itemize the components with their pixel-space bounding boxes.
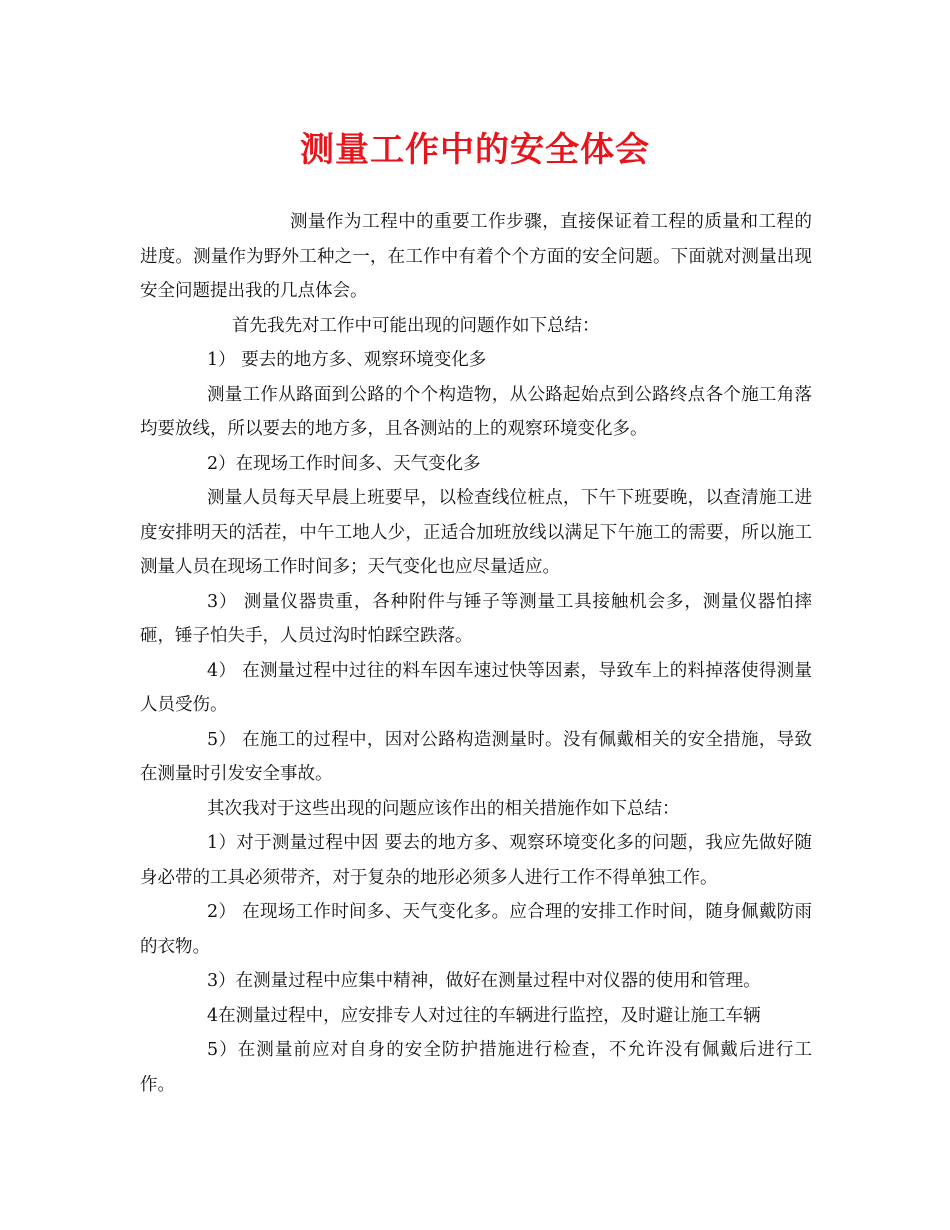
paragraph-measure-5: 5）在测量前应对自身的安全防护措施进行检查，不允许没有佩戴后进行工作。 [140,1040,812,1095]
paragraph-intro: 测量作为工程中的重要工作步骤，直接保证着工程的质量和工程的进度。测量作为野外工种之一，在工作中有着个个方面的安全问题。下面就对测量出现安全问题提出我的几点体会。 [140,212,812,301]
paragraph-problem-1-body: 测量工作从路面到公路的个个构造物，从公路起始点到公路终点各个施工角落均要放线，所以要去的地方多，且各测站的上的观察环境变化多。 [140,384,812,439]
paragraph-problem-4: 4） 在测量过程中过往的料车因车速过快等因素，导致车上的料掉落使得测量人员受伤。 [140,660,812,715]
paragraph-measures-lead: 其次我对于这些出现的问题应该作出的相关措施作如下总结： [207,798,680,819]
paragraph-problem-2-heading: 2）在现场工作时间多、天气变化多 [207,453,481,474]
paragraph-problem-3: 3） 测量仪器贵重，各种附件与锤子等测量工具接触机会多，测量仪器怕摔砸，锤子怕失手，人员过沟时怕踩空跌落。 [140,591,812,646]
paragraph-measure-3: 3）在测量过程中应集中精神，做好在测量过程中对仪器的使用和管理。 [207,971,761,991]
document-title: 测量工作中的安全体会 [300,130,650,170]
paragraph-measure-2: 2） 在现场工作时间多、天气变化多。应合理的安排工作时间，随身佩戴防雨的衣物。 [140,902,812,957]
paragraph-problem-5: 5） 在施工的过程中，因对公路构造测量时。没有佩戴相关的安全措施，导致在测量时引发安全事故。 [140,729,812,784]
paragraph-measure-1: 1）对于测量过程中因 要去的地方多、观察环境变化多的问题，我应先做好随身必带的工具必须带齐，对于复杂的地形必须多人进行工作不得单独工作。 [140,833,812,888]
paragraph-measure-4: 4在测量过程中，应安排专人对过往的车辆进行监控，及时避让施工车辆 [207,1005,761,1026]
paragraph-problem-2-body: 测量人员每天早晨上班要早，以检查线位桩点，下午下班要晚，以查清施工进度安排明天的活茬，中午工地人少，正适合加班放线以满足下午施工的需要，所以施工测量人员在现场工作时间多；天气变化也应尽量适应。 [140,488,812,577]
paragraph-summary-lead: 首先我先对工作中可能出现的问题作如下总结： [232,315,600,336]
document-body [140,205,812,1102]
paragraph-problem-1-heading: 1） 要去的地方多、观察环境变化多 [207,350,487,370]
